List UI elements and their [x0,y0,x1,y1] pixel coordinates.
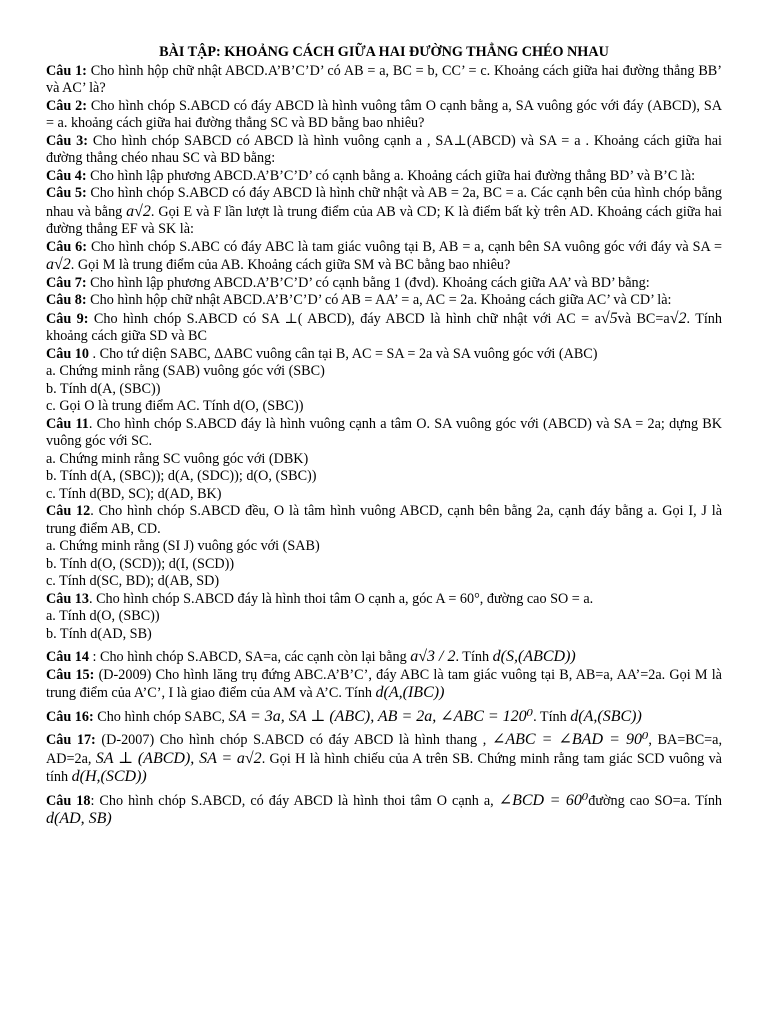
question-18: Câu 18: Cho hình chóp S.ABCD, có đáy ABCD là hình thoi tâm O cạnh a, ∠BCD = 60⁰đường cao SO=a. Tính d(AD, SB) [46,791,723,827]
question-label: Câu 5: [46,185,87,201]
sub-question: b. Tính d(A, (SBC)); d(A, (SDC)); d(O, (SBC)) [46,468,317,484]
question-label: Câu 14 [46,649,89,665]
math-expression: ∠ABC = ∠BAD = 90⁰ [491,731,649,748]
question-label: Câu 11 [46,415,89,432]
question-label: Câu 2: [46,97,87,114]
sub-question: b. Tính d(A, (SBC)) [46,380,161,397]
question-label: Câu 10 [46,345,89,362]
question-6: Câu 6: Cho hình chóp S.ABC có đáy ABC là tam giác vuông tại B, AB = a, cạnh bên SA vuông góc với đáy và SA = a√2. Gọi M là trung điểm của AB. Khoảng cách giữa SM và BC bằng bao nhiêu? [46,238,722,273]
question-15: Câu 15: (D-2009) Cho hình lăng trụ đứng ABC.A’B’C’, đáy ABC là tam giác vuông tại B, AB=a, AA’=2a. Gọi M là trung điểm của A’C’, I là giao điểm của AM và A’C. Tính d(A,(IBC)) [46,666,722,701]
math-expression: √5 [600,309,618,327]
question-label: Câu 18 [46,792,91,809]
sub-question: c. Gọi O là trung điểm AC. Tính d(O, (SBC)) [46,398,304,414]
math-expression: a√2 [46,256,71,273]
sub-question: c. Tính d(BD, SC); d(AD, BK) [46,485,222,502]
question-label: Câu 3: [46,132,88,149]
math-expression: d(A,(IBC)) [375,684,445,701]
question-10: Câu 10 . Cho tứ diện SABC, ΔABC vuông cân tại B, AC = SA = 2a và SA vuông góc với (ABC) [46,345,598,362]
sub-question: b. Tính d(AD, SB) [46,625,152,642]
question-2: Câu 2: Cho hình chóp S.ABCD có đáy ABCD là hình vuông tâm O cạnh bằng a, SA vuông góc với đáy (ABCD), SA = a. khoảng cách giữa hai đường thẳng SC và BD bằng bao nhiêu? [46,97,722,131]
question-13: Câu 13. Cho hình chóp S.ABCD đáy là hình thoi tâm O cạnh a, góc A = 60°, đường cao SO = a. [46,590,594,607]
math-expression: d(AD, SB) [46,810,112,827]
question-14: Câu 14 : Cho hình chóp S.ABCD, SA=a, các cạnh còn lại bằng a√3 / 2. Tính d(S,(ABCD)) [46,648,576,665]
question-17: Câu 17: (D-2007) Cho hình chóp S.ABCD có đáy ABCD là hình thang , ∠ABC = ∠BAD = 90⁰, BA=BC=a, AD=2a, SA ⊥ (ABCD), SA = a√2. Gọi H là hình chiếu của A trên SB. Chứng minh rằng tam giác SCD vuông và tính d(H,(SCD)) [46,731,723,785]
question-label: Câu 6: [46,238,87,255]
question-8: Câu 8: Cho hình hộp chữ nhật ABCD.A’B’C’D’ có AB = AA’ = a, AC = 2a. Khoảng cách giữa AC’ và CD’ là: [46,292,672,308]
math-expression: √2 [669,309,687,327]
math-expression: d(S,(ABCD)) [492,648,576,665]
question-label: Câu 16: [46,708,94,725]
question-label: Câu 1: [46,62,87,79]
sub-question: a. Chứng minh rằng (SAB) vuông góc với (SBC) [46,363,325,379]
math-expression: d(H,(SCD)) [71,768,147,785]
question-3: Câu 3: Cho hình chóp SABCD có ABCD là hình vuông cạnh a , SA⊥(ABCD) và SA = a . Khoảng cách giữa hai đường thẳng chéo nhau SC và BD bằng: [46,132,722,166]
question-label: Câu 8: [46,292,87,308]
question-label: Câu 4: [46,167,87,184]
math-expression: SA = 3a, SA ⊥ (ABC), AB = 2a, ∠ABC = 120⁰ [228,707,534,725]
question-1: Câu 1: Cho hình hộp chữ nhật ABCD.A’B’C’D’ có AB = a, BC = b, CC’ = c. Khoảng cách giữa hai đường thẳng BB’ và AC’ là? [46,62,722,96]
sub-question: c. Tính d(SC, BD); d(AB, SD) [46,573,220,589]
question-label: Câu 15: [46,666,95,683]
sub-question: a. Tính d(O, (SBC)) [46,608,160,624]
question-label: Câu 17: [46,732,96,748]
question-12: Câu 12. Cho hình chóp S.ABCD đều, O là tâm hình vuông ABCD, cạnh bên bằng 2a, cạnh đáy bằng a. Gọi I, J là trung điểm AB, CD. [46,503,722,537]
math-expression: ∠BCD = 60⁰ [498,791,589,809]
question-7: Câu 7: Cho hình lập phương ABCD.A’B’C’D’ có cạnh bằng 1 (đvd). Khoảng cách giữa AA’ và BD’ bằng: [46,274,650,291]
question-label: Câu 7: [46,274,87,291]
question-label: Câu 13 [46,590,89,607]
page-title: BÀI TẬP: KHOẢNG CÁCH GIỮA HAI ĐƯỜNG THẲNG CHÉO NHAU [159,44,609,60]
question-label: Câu 12 [46,503,91,519]
sub-question: a. Chứng minh rằng (SI J) vuông góc với (SAB) [46,538,320,554]
question-5: Câu 5: Cho hình chóp S.ABCD có đáy ABCD là hình chữ nhật và AB = 2a, BC = a. Các cạnh bên của hình chóp bằng nhau và bằng a√2. Gọi E và F lần lượt là trung điểm của AB và CD; K là điểm bất kỳ trên AD. Khoảng cách giữa hai đường thẳng EF và SK là: [46,185,722,237]
question-16: Câu 16: Cho hình chóp SABC, SA = 3a, SA ⊥ (ABC), AB = 2a, ∠ABC = 120⁰. Tính d(A,(SBC)) [46,707,642,725]
math-expression: a√2 [126,202,151,220]
question-label: Câu 9: [46,310,89,327]
question-4: Câu 4: Cho hình lập phương ABCD.A’B’C’D’ có cạnh bằng a. Khoảng cách giữa hai đường thẳng BD’ và B’C là: [46,167,696,184]
math-expression: a√3 / 2 [410,648,456,665]
math-expression: SA ⊥ (ABCD), SA = a√2 [95,749,262,767]
sub-question: b. Tính d(O, (SCD)); d(I, (SCD)) [46,555,235,572]
sub-question: a. Chứng minh rằng SC vuông góc với (DBK) [46,450,309,467]
math-expression: d(A,(SBC)) [570,707,642,725]
question-9: Câu 9: Cho hình chóp S.ABCD có SA ⊥( ABCD), đáy ABCD là hình chữ nhật với AC = a√5và BC=a√2. Tính khoảng cách giữa SD và BC [46,309,722,344]
question-11: Câu 11. Cho hình chóp S.ABCD đáy là hình vuông cạnh a tâm O. SA vuông góc với (ABCD) và SA = 2a; dựng BK vuông góc với SC. [46,415,722,449]
